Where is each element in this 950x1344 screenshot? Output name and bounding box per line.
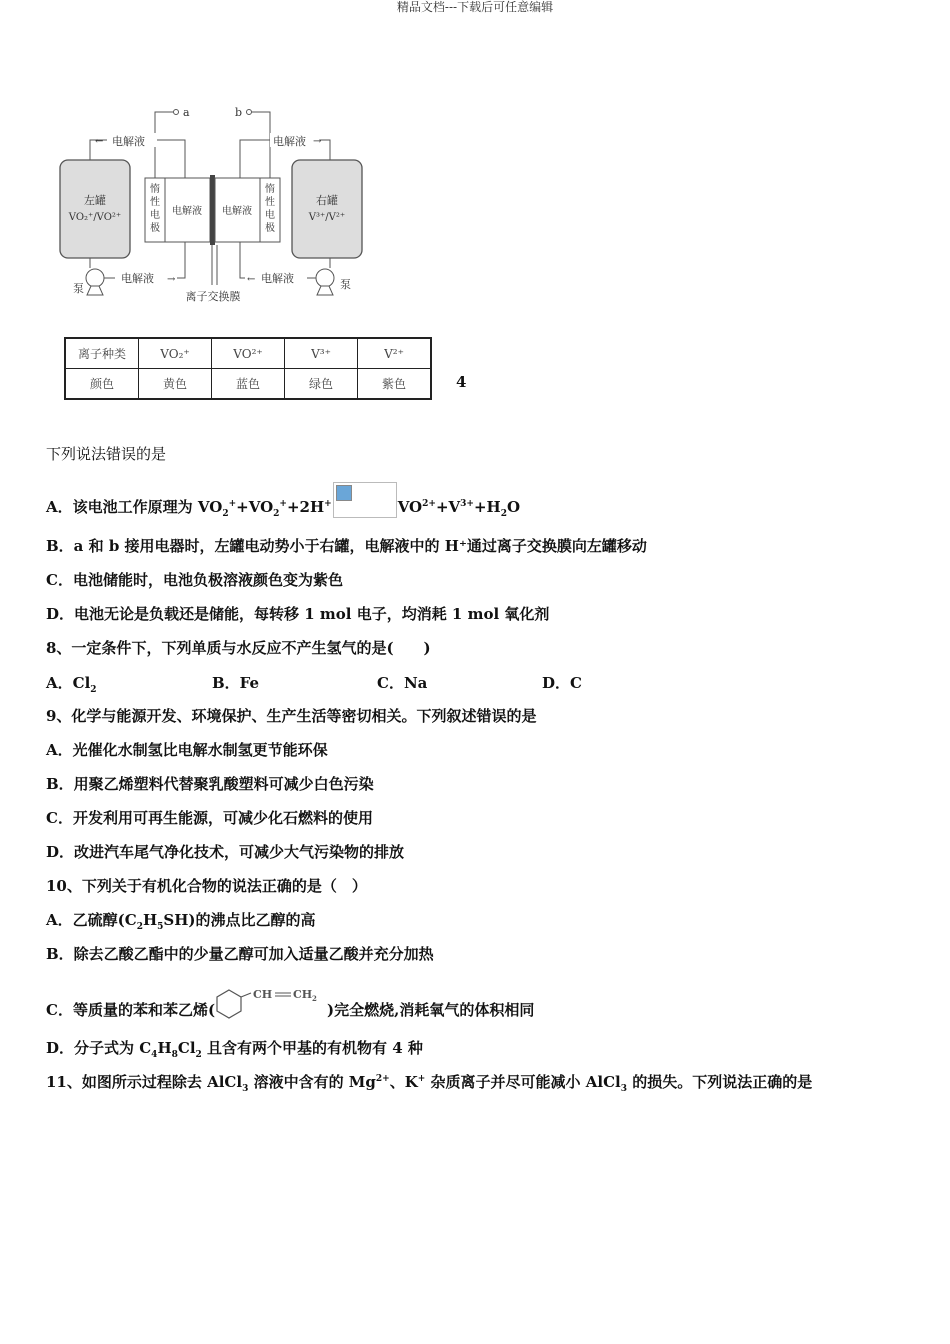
table-row [65,369,431,400]
table-cell: VO₂⁺ [139,338,212,369]
table-row [65,338,431,369]
left-cell-electrolyte: 电解液 [172,206,202,217]
q9-option-b: B．用聚乙烯塑料代替聚乳酸塑料可减少白色污染 [46,775,374,793]
q7-option-c: C．电池储能时，电池负极溶液颜色变为紫色 [46,571,343,589]
q10-option-d: D．分子式为 $C_4H_8Cl_2$ 且含有两个甲基的有机物有 4 种 [46,1039,423,1060]
bottom-left-flow-label: 电解液 [121,272,154,285]
q7-option-a: A．该电池工作原理为 $VO_2^++VO_2^++2H^+$ $VO^{2+}+V^{3+}+H_2O$ [46,490,520,526]
q8-option-b: B．Fe [212,674,260,692]
terminal-b: b [235,106,243,119]
q10-option-a: A．乙硫醇$(C_2H_5SH)$的沸点比乙醇的高 [46,911,316,932]
left-tank [60,160,130,258]
table-cell: 离子种类 [65,338,139,369]
left-pump-icon [86,269,104,287]
left-tank-label: 左罐 [84,194,106,207]
top-right-flow-label: 电解液 [273,135,306,148]
table-cell: 蓝色 [212,369,285,400]
q9-stem: 9、化学与能源开发、环境保护、生产生活等密切相关。下列叙述错误的是 [46,707,537,725]
right-tank-species: V³⁺/V²⁺ [308,212,346,223]
svg-text:惰: 惰 [265,184,275,195]
table-cell: VO²⁺ [212,338,285,369]
ion-color-table [64,337,432,400]
svg-text:极: 极 [265,223,275,234]
bottom-right-flow-label: 电解液 [261,272,294,285]
q9-option-d: D．改进汽车尾气净化技术，可减少大气污染物的排放 [46,843,405,861]
q7-option-d: D．电池无论是负载还是储能，每转移 1 mol 电子，均消耗 1 mol 氧化剂 [46,605,550,623]
svg-text:CH: CH [253,988,273,1001]
page-header: 精品文档---下载后可任意编辑 [396,0,554,14]
left-pump-label: 泵 [73,282,84,295]
q7-stem: 下列说法错误的是 [46,445,167,463]
q9-option-a: A．光催化水制氢比电解水制氢更节能环保 [46,741,328,759]
q8-option-a: A．$Cl_2$ [46,674,97,695]
svg-text:CH: CH [293,988,313,1001]
top-left-flow-label: 电解液 [112,135,145,148]
svg-text:←: ← [95,136,104,147]
svg-text:极: 极 [150,223,160,234]
table-cell: V²⁺ [358,338,432,369]
page-number: 4 [456,373,467,391]
svg-text:惰: 惰 [150,184,160,195]
table-cell: 紫色 [358,369,432,400]
svg-text:性: 性 [150,197,160,208]
q11-stem: 11、如图所示过程除去 AlCl$_3$ 溶液中含有的 $Mg^{2+}$、K+ 杂质离子并尽可能减小 AlCl$_3$ 的损失。下列说法正确的是 [46,1073,813,1094]
broken-image-icon [333,482,397,518]
svg-text:2: 2 [312,994,317,1003]
left-tank-species: VO₂⁺/VO²⁺ [68,212,122,223]
svg-text:电: 电 [265,210,275,221]
q8-option-c: C．Na [377,674,428,692]
right-cell-electrolyte: 电解液 [222,206,252,217]
styrene-structure-icon [215,987,327,1027]
svg-text:性: 性 [265,197,275,208]
table-cell: 绿色 [285,369,358,400]
q8-option-d: D．C [542,674,582,692]
flow-battery-diagram [55,100,375,310]
q9-option-c: C．开发利用可再生能源，可减少化石燃料的使用 [46,809,373,827]
q10-option-c: C．等质量的苯和苯乙烯( CH CH 2 )完全燃烧,消耗氧气的体积相同 [46,991,534,1031]
right-tank [292,160,362,258]
table-cell: V³⁺ [285,338,358,369]
terminal-a: a [183,106,190,119]
svg-text:电: 电 [150,210,160,221]
right-pump-icon [316,269,334,287]
right-pump-label: 泵 [340,278,351,291]
membrane-label: 离子交换膜 [185,290,241,303]
q8-stem: 8、一定条件下，下列单质与水反应不产生氢气的是( ) [46,639,431,657]
table-cell: 颜色 [65,369,139,400]
q10-stem: 10、下列关于有机化合物的说法正确的是（ ） [46,877,367,895]
table-cell: 黄色 [139,369,212,400]
svg-text:→: → [167,274,176,285]
q7-option-b: B．a 和 b 接用电器时，左罐电动势小于右罐，电解液中的 H⁺通过离子交换膜向左罐移动 [46,537,647,555]
q10-option-b: B．除去乙酸乙酯中的少量乙醇可加入适量乙酸并充分加热 [46,945,434,963]
svg-text:→: → [313,136,322,147]
right-tank-label: 右罐 [316,194,338,207]
svg-text:←: ← [247,274,256,285]
ion-exchange-membrane [210,175,215,245]
